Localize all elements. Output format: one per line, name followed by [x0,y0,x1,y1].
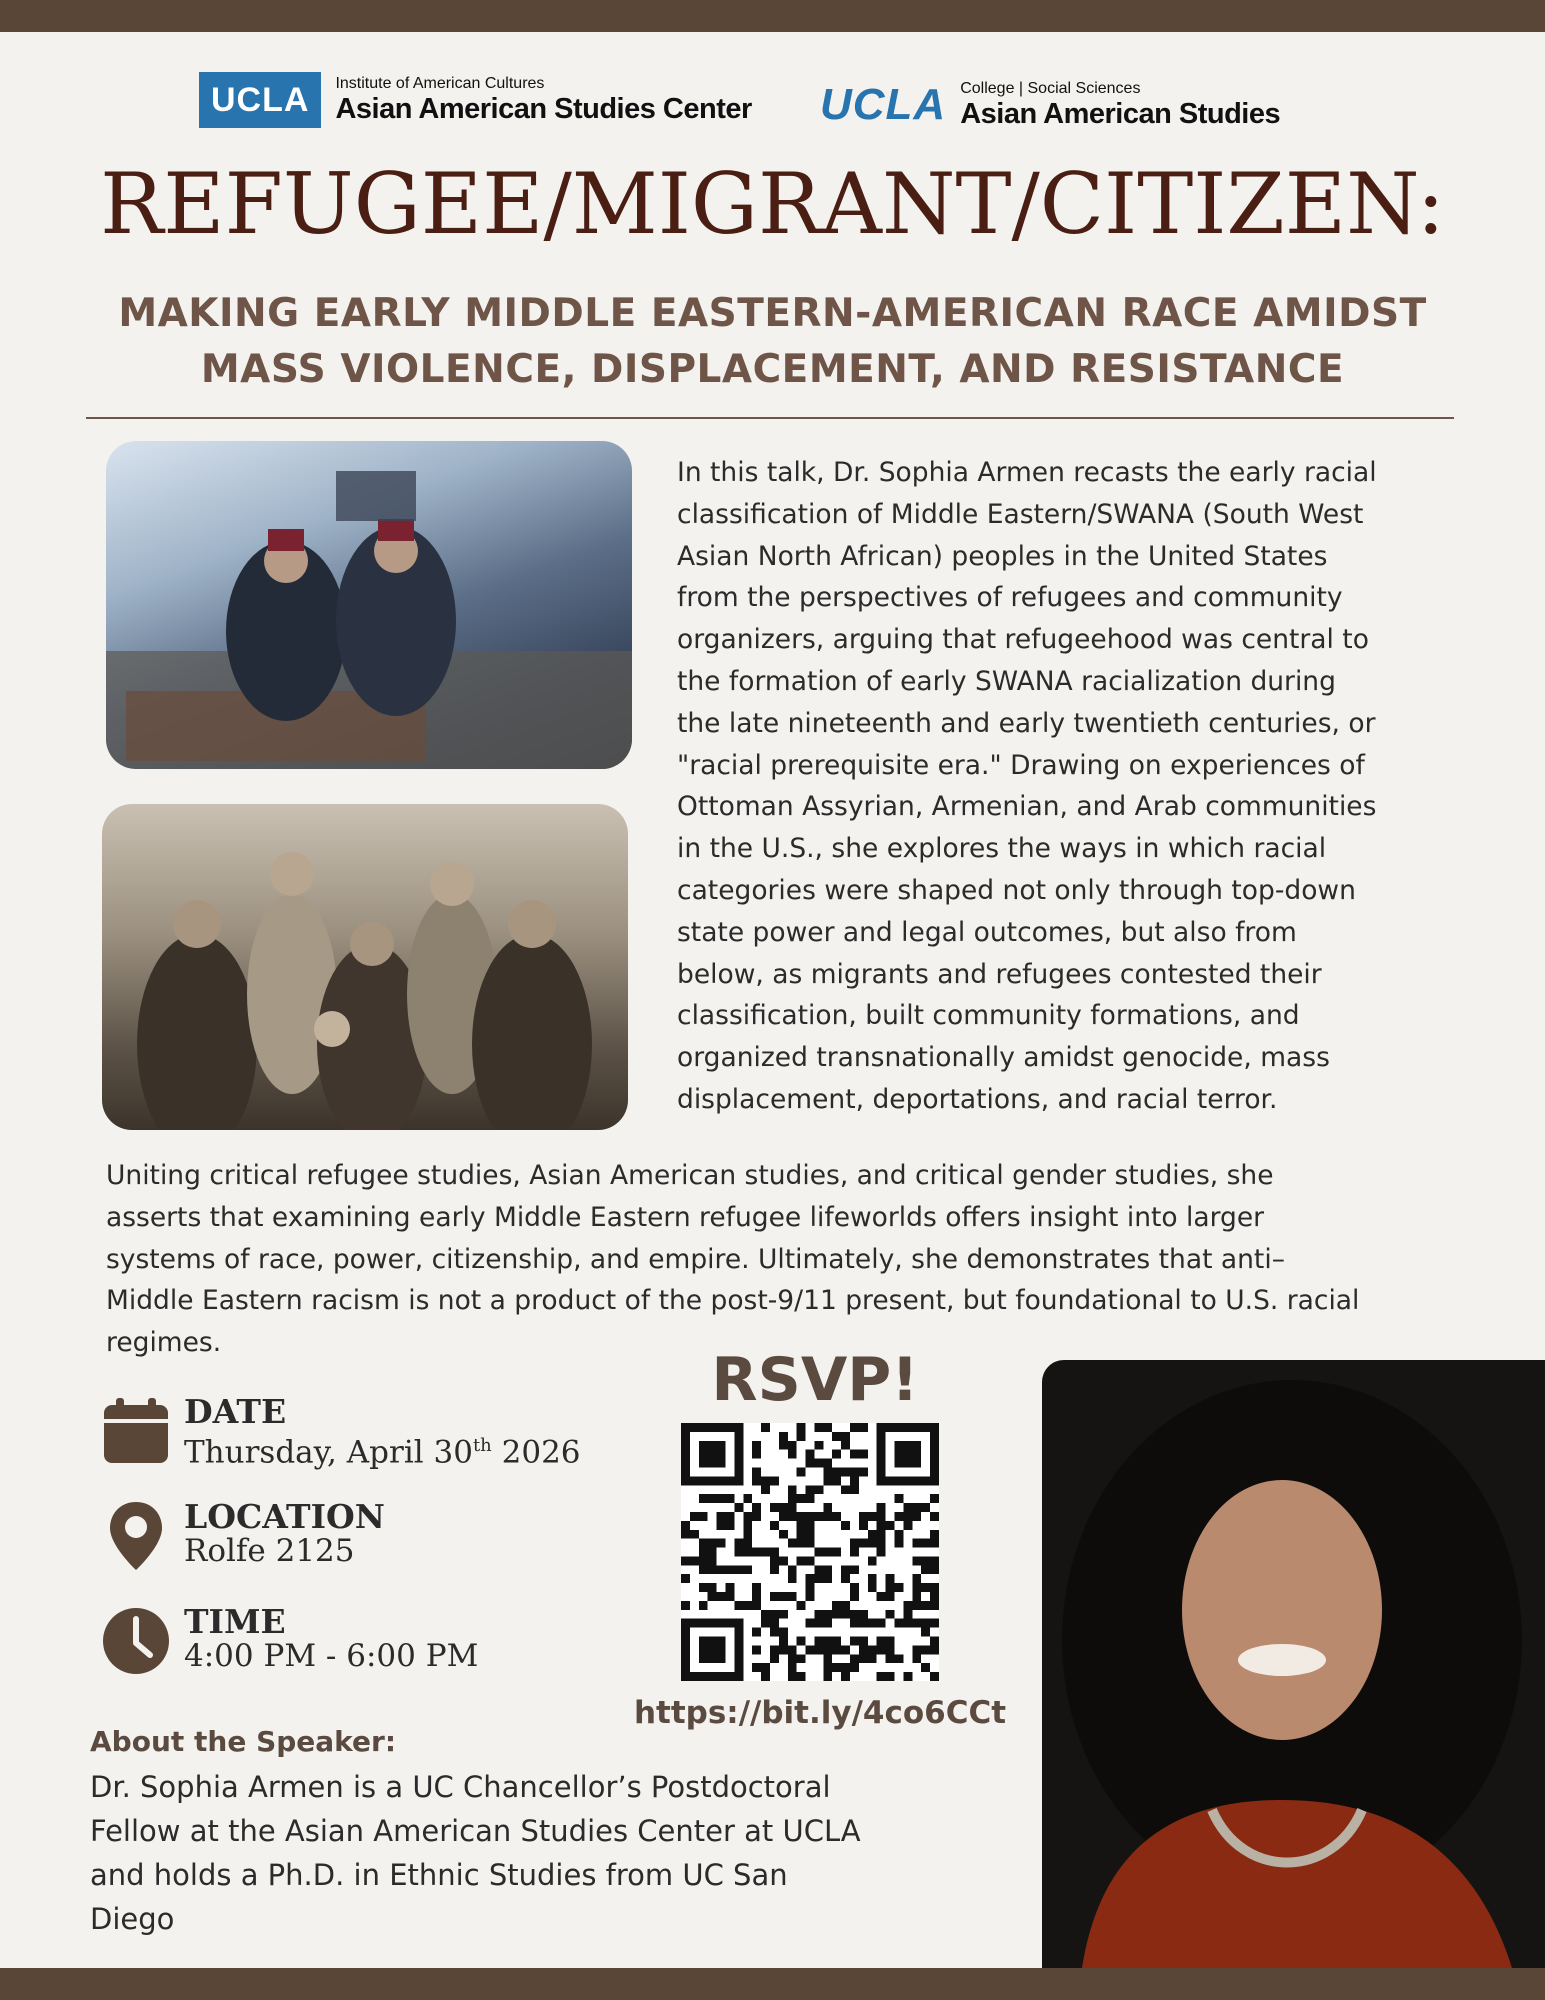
aas-logo-small-text: College | Social Sciences [960,80,1141,97]
about-speaker-text [90,1765,990,1941]
event-subtitle [60,286,1485,398]
about-line: Fellow at the Asian American Studies Center at UCLA [90,1814,861,1848]
date-value [184,1429,581,1469]
description-line: state power and legal outcomes, but also from [677,916,1297,948]
calendar-icon [100,1395,172,1467]
aasc-logo-text [335,75,751,125]
date-prefix: Thursday, April 30 [184,1434,473,1471]
qr-code-graphic [681,1423,939,1681]
description-line: Ottoman Assyrian, Armenian, and Arab communities [677,791,1377,823]
aasc-logo-small-text: Institute of American Cultures [335,75,545,92]
talk-description-paragraph-2 [106,1155,1526,1364]
description-line: organizers, arguing that refugeehood was central to [677,624,1369,656]
description-line: classification, built community formations, and [677,1000,1300,1032]
subtitle-line-2: MASS VIOLENCE, DISPLACEMENT, AND RESISTANCE [200,347,1345,392]
aasc-logo-big-text: Asian American Studies Center [335,93,752,125]
description-line: Asian North African) peoples in the United States [677,540,1328,572]
date-label: DATE [184,1392,287,1431]
aas-logo-big-text: Asian American Studies [960,98,1281,130]
description-line: organized transnationally amidst genocide, mass [677,1042,1330,1074]
description-line: regimes. [106,1327,222,1359]
description-line: asserts that examining early Middle Eastern refugee lifeworlds offers insight into larger [106,1201,1265,1233]
description-line: below, as migrants and refugees contested their [677,958,1322,990]
aas-department-logo [820,80,1280,130]
description-line: "racial prerequisite era." Drawing on experiences of [677,749,1365,781]
description-line: Middle Eastern racism is not a product of the post-9/11 present, but foundational to U.S. racial [106,1285,1360,1317]
location-row [100,1497,385,1572]
divider-line [86,417,1454,419]
event-details [100,1392,660,1695]
time-text [184,1602,479,1674]
description-line: classification of Middle Eastern/SWANA (South West [677,498,1364,530]
description-line: in the U.S., she explores the ways in which racial [677,833,1327,865]
aas-logo-text [960,80,1280,130]
description-line: systems of race, power, citizenship, and empire. Ultimately, she demonstrates that anti– [106,1243,1285,1275]
time-value: 4:00 PM - 6:00 PM [184,1638,479,1674]
rsvp-link[interactable]: https://bit.ly/4co6CCt [633,1695,1007,1731]
description-line: the formation of early SWANA racialization during [677,665,1336,697]
date-suffix: th [472,1435,492,1456]
description-line: Uniting critical refugee studies, Asian American studies, and critical gender studies, she [106,1160,1274,1191]
historical-photo-ship-deck [106,441,632,769]
rsvp-qr-code[interactable] [681,1423,939,1681]
time-label: TIME [184,1602,286,1641]
about-line: Diego [90,1902,175,1936]
subtitle-line-1: MAKING EARLY MIDDLE EASTERN-AMERICAN RACE AMIDST [118,291,1427,336]
event-title: REFUGEE/MIGRANT/CITIZEN: [100,155,1445,253]
description-line: from the perspectives of refugees and community [677,582,1343,614]
historical-photo-family-portrait [102,804,628,1130]
description-line: In this talk, Dr. Sophia Armen recasts the early racial [677,457,1377,488]
date-year: 2026 [491,1434,581,1471]
clock-icon [100,1605,172,1677]
location-label: LOCATION [184,1497,385,1536]
description-line: displacement, deportations, and racial terror. [677,1083,1278,1115]
bottom-border-bar [0,1968,1545,2000]
speaker-portrait [1042,1360,1545,1968]
time-row [100,1602,479,1677]
description-line: the late nineteenth and early twentieth centuries, or [677,707,1376,739]
location-text [184,1497,385,1569]
description-line: categories were shaped not only through top-down [677,874,1356,906]
date-row [100,1392,581,1471]
date-text [184,1392,581,1471]
ucla-logo-text: UCLA [820,80,947,129]
ucla-logo-box: UCLA [199,72,321,128]
rsvp-heading: RSVP! [711,1345,919,1415]
about-line: and holds a Ph.D. in Ethnic Studies from UC San [90,1858,788,1892]
aasc-logo [199,72,752,128]
location-value: Rolfe 2125 [184,1533,355,1569]
location-pin-icon [100,1500,172,1572]
about-speaker-heading: About the Speaker: [90,1725,397,1758]
talk-description-paragraph-1 [677,452,1487,1121]
about-line: Dr. Sophia Armen is a UC Chancellor’s Postdoctoral [90,1770,831,1804]
top-border-bar [0,0,1545,32]
